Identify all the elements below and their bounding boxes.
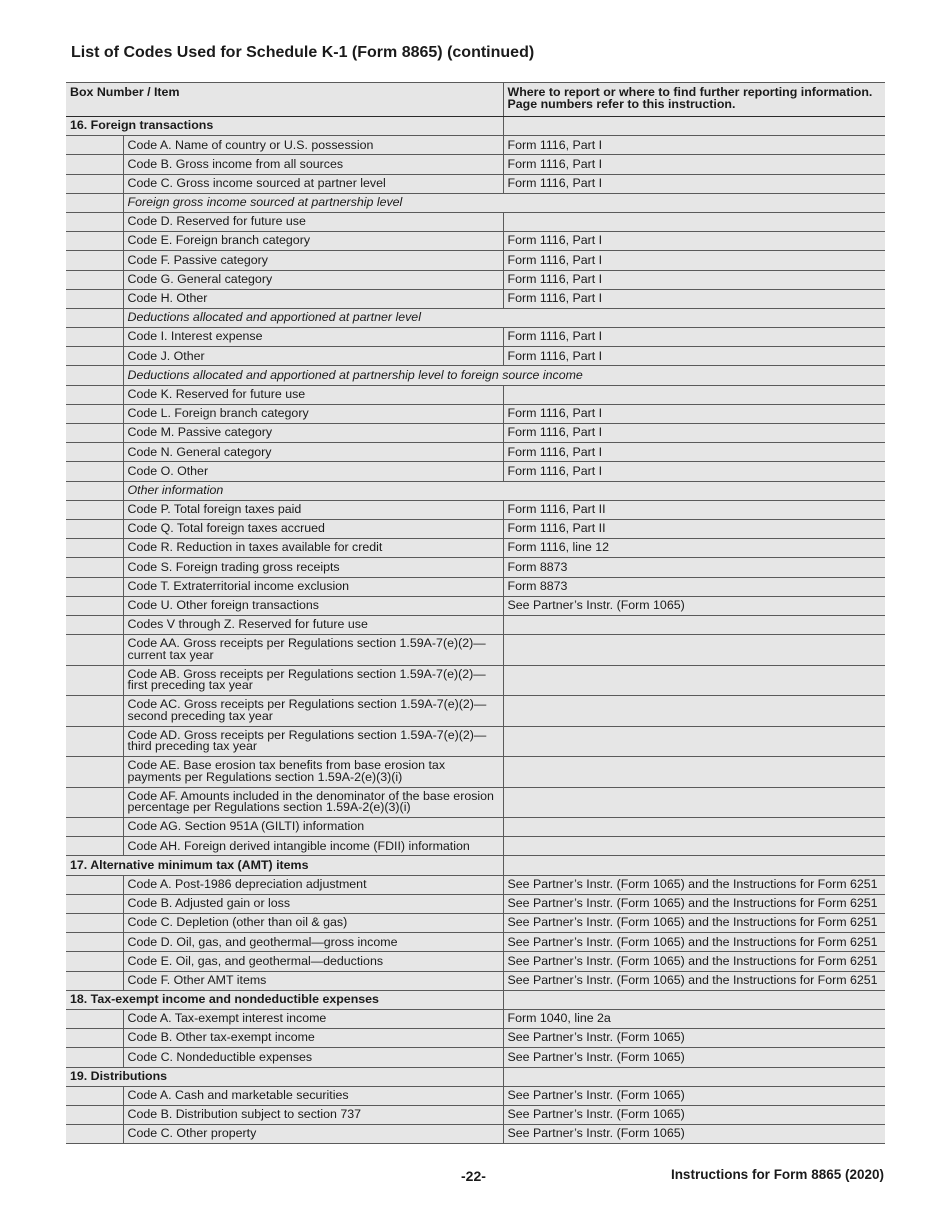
table-row <box>66 818 885 837</box>
code-label: Code P. Total foreign taxes paid <box>123 500 503 519</box>
where-to-report <box>503 818 885 837</box>
where-to-report <box>503 696 885 727</box>
table-row <box>66 665 885 696</box>
indent-cell <box>66 155 123 174</box>
table-row <box>66 1105 885 1124</box>
indent-cell <box>66 726 123 757</box>
section-label: 18. Tax-exempt income and nondeductible expenses <box>66 990 503 1009</box>
section-where-cell <box>503 990 885 1009</box>
table-header-row <box>66 83 885 117</box>
indent-cell <box>66 894 123 913</box>
indent-cell <box>66 366 123 385</box>
section-label: 16. Foreign transactions <box>66 117 503 136</box>
code-label: Code A. Cash and marketable securities <box>123 1086 503 1105</box>
where-to-report: See Partner’s Instr. (Form 1065) <box>503 1086 885 1105</box>
subheading-label: Deductions allocated and apportioned at partnership level to foreign source income <box>123 366 885 385</box>
indent-cell <box>66 539 123 558</box>
code-label: Code H. Other <box>123 289 503 308</box>
header-where-to-report: Where to report or where to find further reporting information. Page numbers refer to this instruction. <box>503 83 885 117</box>
where-to-report <box>503 212 885 231</box>
indent-cell <box>66 308 123 327</box>
code-label: Code D. Oil, gas, and geothermal—gross income <box>123 933 503 952</box>
where-to-report: Form 1116, Part I <box>503 155 885 174</box>
where-to-report: Form 8873 <box>503 558 885 577</box>
code-label: Code B. Distribution subject to section 737 <box>123 1105 503 1124</box>
where-to-report: Form 1116, Part I <box>503 328 885 347</box>
code-label: Code AB. Gross receipts per Regulations section 1.59A-7(e)(2)—first preceding tax year <box>123 665 503 696</box>
indent-cell <box>66 232 123 251</box>
where-to-report: Form 1040, line 2a <box>503 1009 885 1028</box>
table-row <box>66 136 885 155</box>
page-title: List of Codes Used for Schedule K-1 (Form 8865) (continued) <box>71 44 535 61</box>
subheading-row <box>66 366 885 385</box>
table-row <box>66 443 885 462</box>
code-label: Code D. Reserved for future use <box>123 212 503 231</box>
code-label: Code C. Other property <box>123 1125 503 1144</box>
where-to-report <box>503 837 885 856</box>
indent-cell <box>66 251 123 270</box>
codes-table <box>66 82 885 1144</box>
indent-cell <box>66 270 123 289</box>
indent-cell <box>66 500 123 519</box>
indent-cell <box>66 818 123 837</box>
code-label: Code O. Other <box>123 462 503 481</box>
indent-cell <box>66 952 123 971</box>
indent-cell <box>66 1029 123 1048</box>
where-to-report <box>503 726 885 757</box>
subheading-row <box>66 193 885 212</box>
code-label: Code Q. Total foreign taxes accrued <box>123 519 503 538</box>
indent-cell <box>66 665 123 696</box>
table-row <box>66 385 885 404</box>
indent-cell <box>66 635 123 666</box>
indent-cell <box>66 481 123 500</box>
where-to-report: Form 1116, Part I <box>503 404 885 423</box>
where-to-report: Form 1116, Part I <box>503 232 885 251</box>
table-row <box>66 347 885 366</box>
code-label: Code U. Other foreign transactions <box>123 596 503 615</box>
table-row <box>66 251 885 270</box>
where-to-report: See Partner’s Instr. (Form 1065) and the Instructions for Form 6251 <box>503 914 885 933</box>
subheading-row <box>66 481 885 500</box>
table-row <box>66 155 885 174</box>
code-label: Code AE. Base erosion tax benefits from base erosion tax payments per Regulations section 1.59A-2(e)(3)(i) <box>123 757 503 788</box>
indent-cell <box>66 1086 123 1105</box>
table-row <box>66 696 885 727</box>
table-row <box>66 519 885 538</box>
indent-cell <box>66 914 123 933</box>
indent-cell <box>66 1105 123 1124</box>
indent-cell <box>66 875 123 894</box>
section-row <box>66 117 885 136</box>
table-row <box>66 232 885 251</box>
table-row <box>66 404 885 423</box>
indent-cell <box>66 577 123 596</box>
table-row <box>66 577 885 596</box>
where-to-report: See Partner’s Instr. (Form 1065) and the Instructions for Form 6251 <box>503 971 885 990</box>
table-row <box>66 615 885 634</box>
indent-cell <box>66 615 123 634</box>
where-to-report: See Partner’s Instr. (Form 1065) and the Instructions for Form 6251 <box>503 875 885 894</box>
code-label: Code B. Other tax-exempt income <box>123 1029 503 1048</box>
indent-cell <box>66 193 123 212</box>
indent-cell <box>66 289 123 308</box>
code-label: Code AG. Section 951A (GILTI) information <box>123 818 503 837</box>
indent-cell <box>66 558 123 577</box>
indent-cell <box>66 1009 123 1028</box>
section-row <box>66 1067 885 1086</box>
section-where-cell <box>503 117 885 136</box>
header-box-number: Box Number / Item <box>66 83 503 117</box>
table-row <box>66 914 885 933</box>
where-to-report: Form 1116, Part I <box>503 174 885 193</box>
table-row <box>66 894 885 913</box>
section-row <box>66 856 885 875</box>
where-to-report: Form 1116, Part I <box>503 424 885 443</box>
table-row <box>66 328 885 347</box>
table-row <box>66 289 885 308</box>
indent-cell <box>66 404 123 423</box>
table-row <box>66 1029 885 1048</box>
where-to-report: See Partner’s Instr. (Form 1065) and the Instructions for Form 6251 <box>503 894 885 913</box>
code-label: Code E. Foreign branch category <box>123 232 503 251</box>
indent-cell <box>66 1048 123 1067</box>
section-where-cell <box>503 856 885 875</box>
code-label: Code E. Oil, gas, and geothermal—deductions <box>123 952 503 971</box>
table-row <box>66 971 885 990</box>
code-label: Code AD. Gross receipts per Regulations section 1.59A-7(e)(2)—third preceding tax year <box>123 726 503 757</box>
where-to-report <box>503 757 885 788</box>
code-label: Code C. Gross income sourced at partner level <box>123 174 503 193</box>
where-to-report: Form 1116, Part I <box>503 289 885 308</box>
page-number: -22- <box>461 1168 486 1184</box>
code-label: Code A. Name of country or U.S. possession <box>123 136 503 155</box>
table-row <box>66 1125 885 1144</box>
code-label: Code R. Reduction in taxes available for credit <box>123 539 503 558</box>
table-row <box>66 787 885 818</box>
table-row <box>66 558 885 577</box>
table-row <box>66 933 885 952</box>
code-label: Code M. Passive category <box>123 424 503 443</box>
code-label: Code C. Nondeductible expenses <box>123 1048 503 1067</box>
where-to-report <box>503 385 885 404</box>
code-label: Code A. Tax-exempt interest income <box>123 1009 503 1028</box>
indent-cell <box>66 971 123 990</box>
indent-cell <box>66 443 123 462</box>
indent-cell <box>66 174 123 193</box>
where-to-report: Form 1116, Part II <box>503 519 885 538</box>
indent-cell <box>66 328 123 347</box>
table-row <box>66 539 885 558</box>
code-label: Code AA. Gross receipts per Regulations section 1.59A-7(e)(2)—current tax year <box>123 635 503 666</box>
code-label: Code AC. Gross receipts per Regulations section 1.59A-7(e)(2)—second preceding tax year <box>123 696 503 727</box>
where-to-report: See Partner’s Instr. (Form 1065) <box>503 1105 885 1124</box>
indent-cell <box>66 837 123 856</box>
code-label: Code S. Foreign trading gross receipts <box>123 558 503 577</box>
where-to-report: Form 1116, Part I <box>503 347 885 366</box>
indent-cell <box>66 347 123 366</box>
where-to-report <box>503 787 885 818</box>
indent-cell <box>66 787 123 818</box>
indent-cell <box>66 462 123 481</box>
table-row <box>66 1048 885 1067</box>
table-row <box>66 462 885 481</box>
code-label: Code K. Reserved for future use <box>123 385 503 404</box>
section-row <box>66 990 885 1009</box>
indent-cell <box>66 933 123 952</box>
where-to-report: Form 1116, Part I <box>503 443 885 462</box>
indent-cell <box>66 385 123 404</box>
code-label: Code F. Other AMT items <box>123 971 503 990</box>
code-label: Code A. Post-1986 depreciation adjustment <box>123 875 503 894</box>
subheading-row <box>66 308 885 327</box>
indent-cell <box>66 519 123 538</box>
where-to-report: See Partner’s Instr. (Form 1065) <box>503 596 885 615</box>
indent-cell <box>66 424 123 443</box>
table-row <box>66 596 885 615</box>
table-row <box>66 270 885 289</box>
indent-cell <box>66 696 123 727</box>
where-to-report: Form 1116, Part I <box>503 462 885 481</box>
indent-cell <box>66 212 123 231</box>
code-label: Code L. Foreign branch category <box>123 404 503 423</box>
table-row <box>66 875 885 894</box>
table-row <box>66 1086 885 1105</box>
code-label: Code AF. Amounts included in the denominator of the base erosion percentage per Regulations section 1.59A-2(e)(3)(i) <box>123 787 503 818</box>
table-row <box>66 757 885 788</box>
code-label: Code J. Other <box>123 347 503 366</box>
where-to-report <box>503 635 885 666</box>
indent-cell <box>66 136 123 155</box>
code-label: Code B. Gross income from all sources <box>123 155 503 174</box>
where-to-report: Form 8873 <box>503 577 885 596</box>
document-reference: Instructions for Form 8865 (2020) <box>670 1167 884 1182</box>
code-label: Code N. General category <box>123 443 503 462</box>
subheading-label: Foreign gross income sourced at partnership level <box>123 193 885 212</box>
code-label: Code B. Adjusted gain or loss <box>123 894 503 913</box>
indent-cell <box>66 757 123 788</box>
where-to-report <box>503 665 885 696</box>
where-to-report: See Partner’s Instr. (Form 1065) and the Instructions for Form 6251 <box>503 952 885 971</box>
section-where-cell <box>503 1067 885 1086</box>
where-to-report: Form 1116, Part I <box>503 251 885 270</box>
subheading-label: Deductions allocated and apportioned at partner level <box>123 308 885 327</box>
code-label: Code I. Interest expense <box>123 328 503 347</box>
where-to-report: Form 1116, Part II <box>503 500 885 519</box>
where-to-report: Form 1116, Part I <box>503 136 885 155</box>
code-label: Code F. Passive category <box>123 251 503 270</box>
where-to-report: See Partner’s Instr. (Form 1065) <box>503 1048 885 1067</box>
code-label: Code AH. Foreign derived intangible income (FDII) information <box>123 837 503 856</box>
code-label: Code G. General category <box>123 270 503 289</box>
codes-table-body <box>66 83 885 1144</box>
where-to-report <box>503 615 885 634</box>
code-label: Code T. Extraterritorial income exclusion <box>123 577 503 596</box>
where-to-report: Form 1116, line 12 <box>503 539 885 558</box>
table-row <box>66 952 885 971</box>
code-label: Codes V through Z. Reserved for future use <box>123 615 503 634</box>
where-to-report: See Partner’s Instr. (Form 1065) <box>503 1029 885 1048</box>
table-row <box>66 635 885 666</box>
section-label: 17. Alternative minimum tax (AMT) items <box>66 856 503 875</box>
table-row <box>66 500 885 519</box>
table-row <box>66 726 885 757</box>
where-to-report: See Partner’s Instr. (Form 1065) and the Instructions for Form 6251 <box>503 933 885 952</box>
indent-cell <box>66 1125 123 1144</box>
table-row <box>66 837 885 856</box>
subheading-label: Other information <box>123 481 885 500</box>
table-row <box>66 212 885 231</box>
table-row <box>66 1009 885 1028</box>
where-to-report: Form 1116, Part I <box>503 270 885 289</box>
table-row <box>66 174 885 193</box>
where-to-report: See Partner’s Instr. (Form 1065) <box>503 1125 885 1144</box>
code-label: Code C. Depletion (other than oil & gas) <box>123 914 503 933</box>
section-label: 19. Distributions <box>66 1067 503 1086</box>
indent-cell <box>66 596 123 615</box>
table-row <box>66 424 885 443</box>
